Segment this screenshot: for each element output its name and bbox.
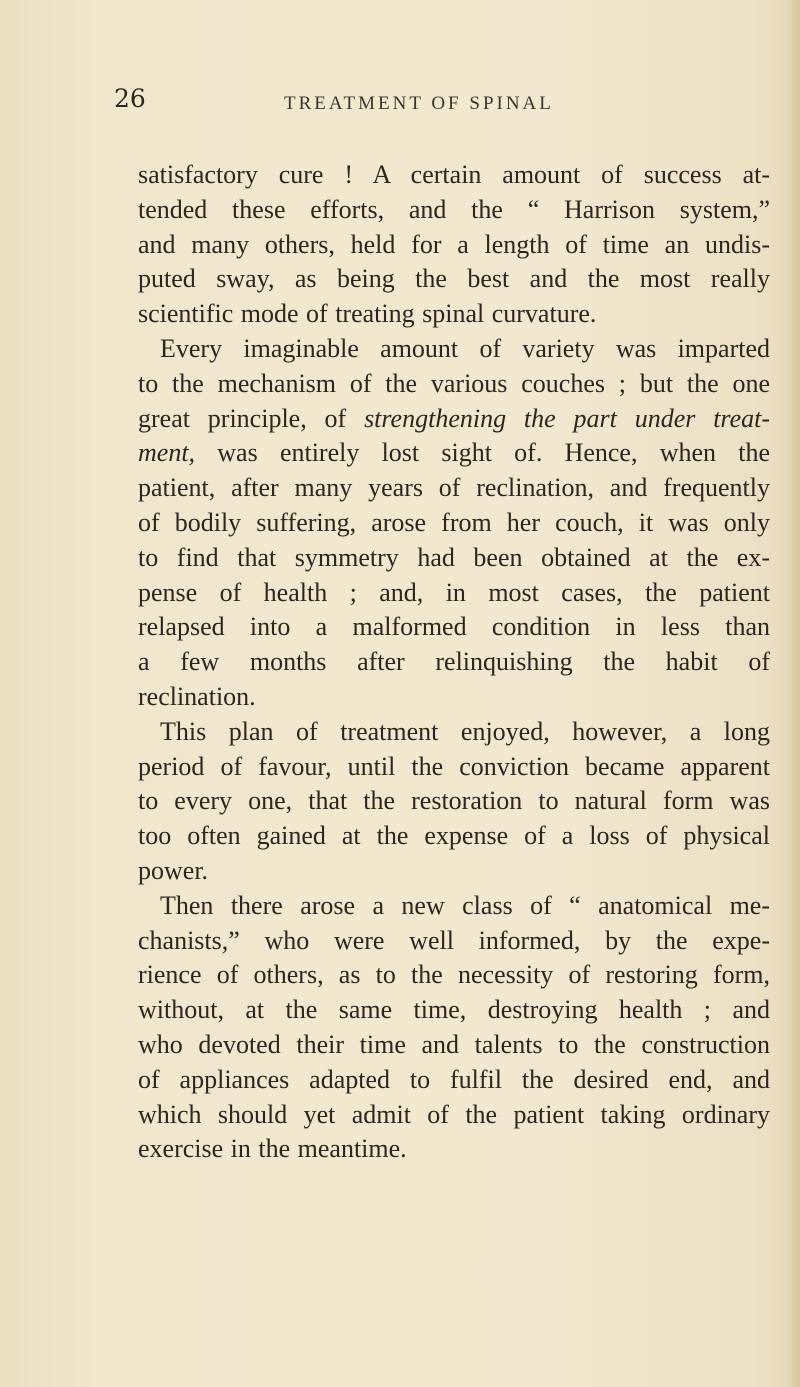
text-line: of appliances adapted to fulfil the desired end, and xyxy=(138,1064,770,1094)
text-line: exercise in the meantime. xyxy=(138,1134,407,1164)
text-line: satisfactory cure ! A certain amount of success at- xyxy=(138,160,770,189)
text-line: rience of others, as to the necessity of restoring form, xyxy=(138,960,770,990)
text-line: who devoted their time and talents to the construction xyxy=(138,1029,770,1059)
text-line xyxy=(138,436,770,471)
paragraph-start-line: Every imaginable amount of variety was imparted xyxy=(160,333,770,363)
text-line: to every one, that the restoration to natural form was xyxy=(138,786,770,816)
text-line: chanists,” who were well informed, by the expe- xyxy=(138,925,770,955)
text-line: and many others, held for a length of time an undis- xyxy=(138,229,770,259)
text-segment: was entirely lost sight of. Hence, when the xyxy=(195,438,770,468)
text-segment: great principle, of xyxy=(138,403,365,433)
paragraph-start-line: Then there arose a new class of “ anatomical me- xyxy=(160,890,770,920)
page-number: 26 xyxy=(114,84,146,113)
text-line: patient, after many years of reclination, and frequently xyxy=(138,473,770,503)
text-line: tended these efforts, and the “ Harrison system,” xyxy=(138,194,770,224)
page-header xyxy=(0,84,800,124)
paragraph-start-line: This plan of treatment enjoyed, however, a long xyxy=(160,716,770,746)
italic-phrase: ment, xyxy=(138,438,196,468)
text-line: puted sway, as being the best and the most really xyxy=(138,264,770,294)
text-line: scientific mode of treating spinal curvature. xyxy=(138,299,597,329)
text-line: which should yet admit of the patient taking ordinary xyxy=(138,1099,770,1129)
text-line: reclination. xyxy=(138,681,256,711)
body-text xyxy=(138,158,770,1167)
page-edge-shadow xyxy=(786,0,800,1387)
text-line: without, at the same time, destroying health ; and xyxy=(138,995,770,1025)
italic-phrase: strengthening the part under treat- xyxy=(364,403,771,433)
text-line: a few months after relinquishing the habit of xyxy=(138,647,770,677)
text-line: to the mechanism of the various couches ; but the one xyxy=(138,368,770,398)
running-head: TREATMENT OF SPINAL xyxy=(284,93,554,114)
text-line: period of favour, until the conviction became apparent xyxy=(138,751,770,781)
text-line: relapsed into a malformed condition in less than xyxy=(138,612,770,642)
text-line: power. xyxy=(138,855,209,885)
text-line: of bodily suffering, arose from her couch, it was only xyxy=(138,507,770,537)
text-line xyxy=(138,402,770,437)
text-line: to find that symmetry had been obtained at the ex- xyxy=(138,542,770,572)
text-line: pense of health ; and, in most cases, the patient xyxy=(138,577,770,607)
text-line: too often gained at the expense of a loss of physical xyxy=(138,821,770,851)
